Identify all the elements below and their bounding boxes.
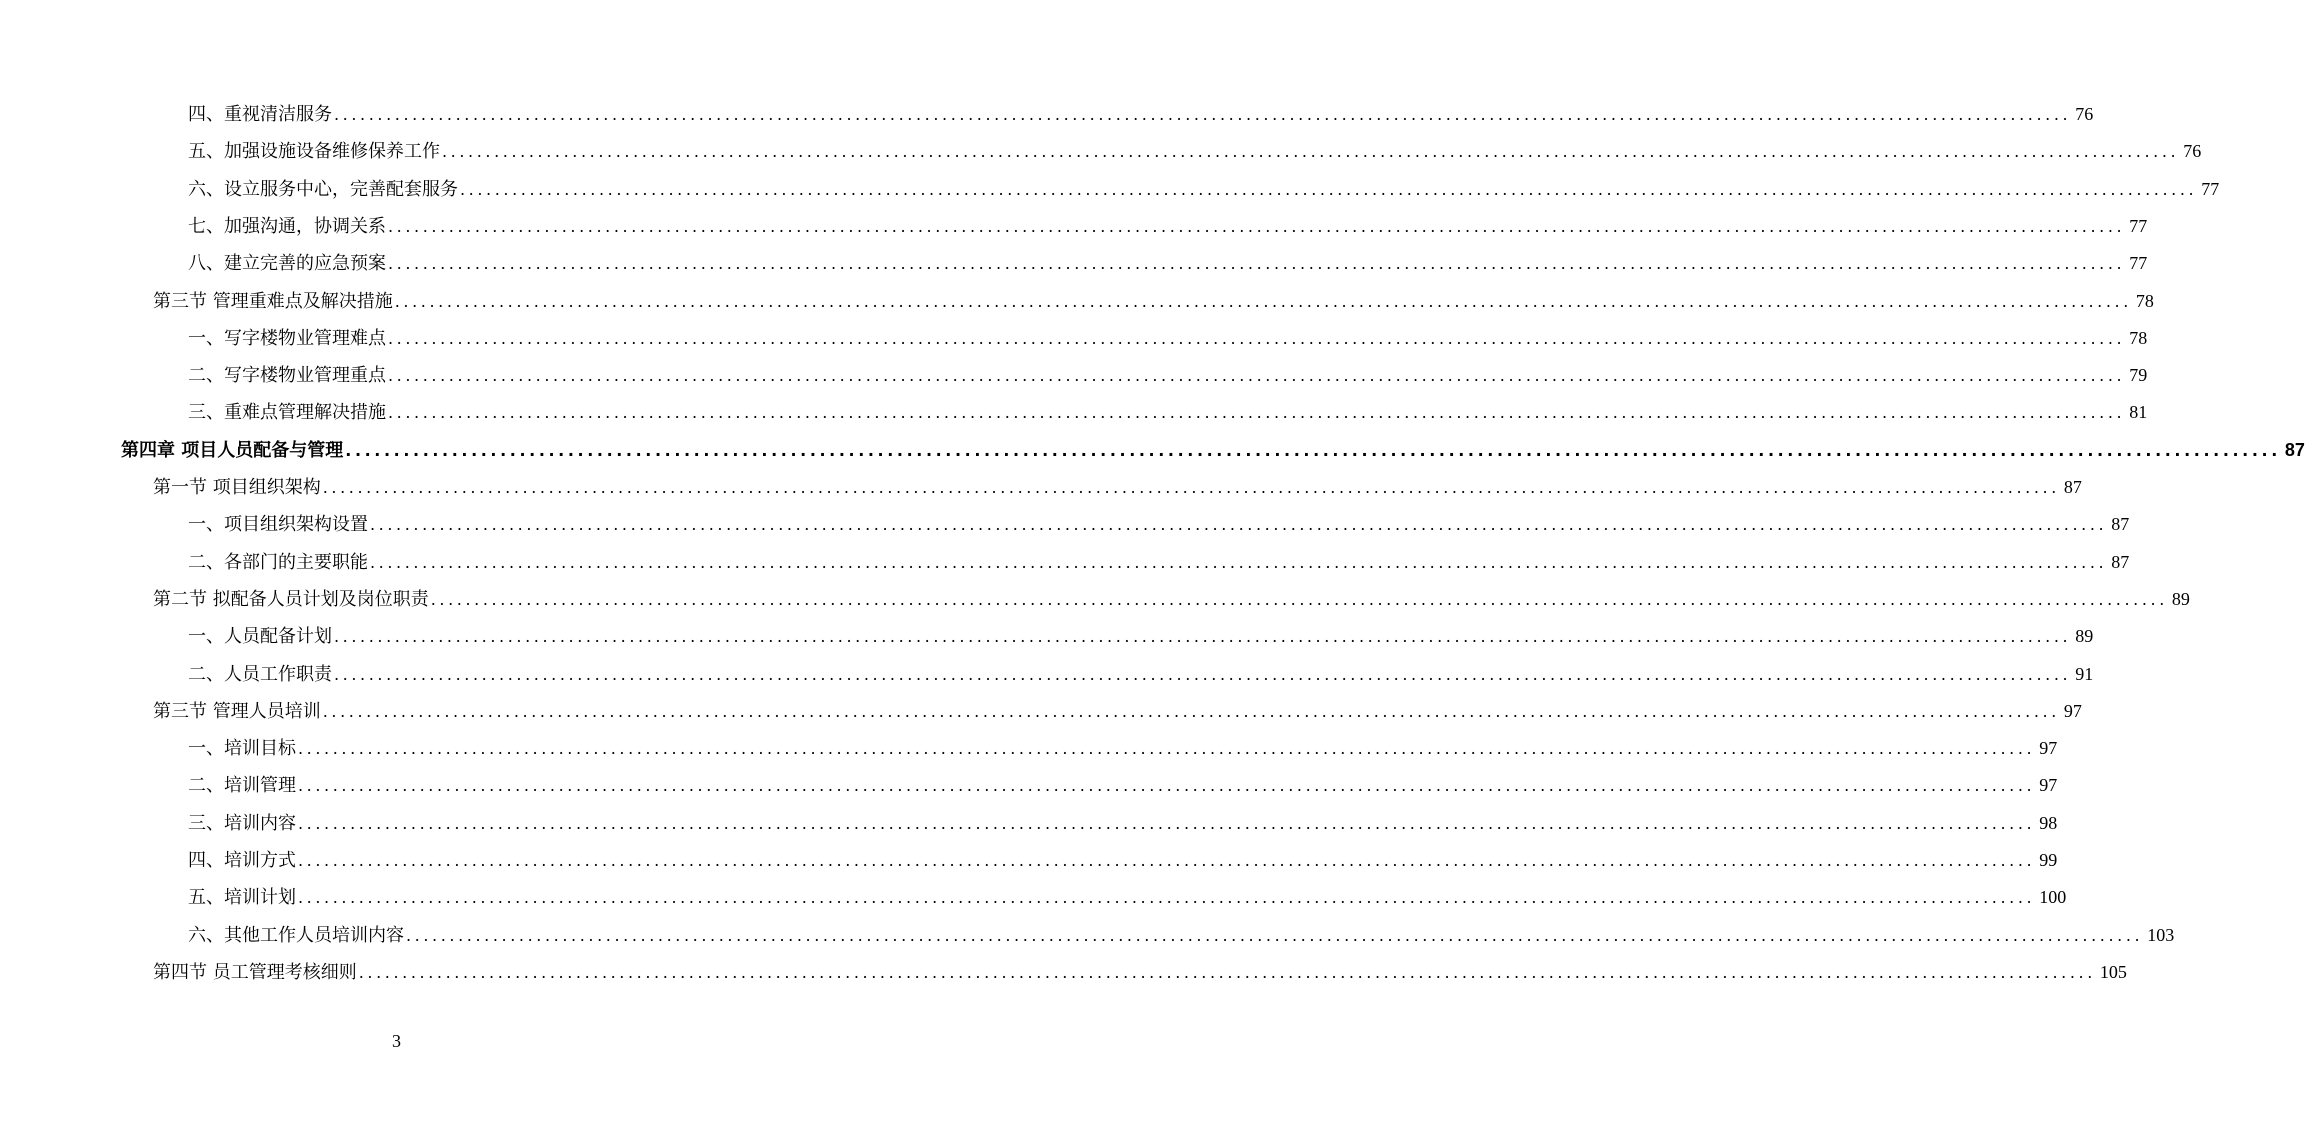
toc-entry-item[interactable] xyxy=(188,734,2058,764)
toc-dot-leader: ........................................................................................................................................................................................................ xyxy=(322,701,2060,721)
toc-entry-label: 五、加强设施设备维修保养工作 xyxy=(188,141,440,163)
toc-dot-leader: ........................................................................................................................................................................................................ xyxy=(388,216,2126,236)
toc-entry-label: 第一节 项目组织架构 xyxy=(153,477,321,498)
page-number: 3 xyxy=(392,1031,401,1051)
toc-entry-label: 四、培训方式 xyxy=(188,850,296,871)
toc-entry-label: 六、其他工作人员培训内容 xyxy=(188,924,404,946)
toc-entry-page: 79 xyxy=(2129,365,2148,386)
toc-dot-leader: ........................................................................................................................................................................................................ xyxy=(394,291,2132,311)
toc-entry-section[interactable] xyxy=(153,958,2127,988)
toc-entry-label: 三、培训内容 xyxy=(188,812,296,834)
toc-entry-label: 二、写字楼物业管理重点 xyxy=(188,365,386,387)
toc-entry-page: 89 xyxy=(2171,588,2190,609)
toc-dot-leader: ........................................................................................................................................................................................................ xyxy=(322,478,2060,497)
toc-entry-label: 一、写字楼物业管理难点 xyxy=(188,327,386,349)
toc-entry-item[interactable] xyxy=(188,510,2130,540)
toc-entry-item[interactable] xyxy=(188,660,2094,690)
toc-entry-label: 一、项目组织架构设置 xyxy=(188,514,368,536)
toc-entry-page: 76 xyxy=(2183,141,2202,162)
toc-entry-page: 97 xyxy=(2039,775,2058,796)
toc-dot-leader: ........................................................................................................................................................................................................ xyxy=(298,776,2036,796)
toc-dot-leader: ........................................................................................................................................................................................................ xyxy=(388,403,2126,423)
toc-entry-item[interactable] xyxy=(188,846,2058,876)
toc-dot-leader: ........................................................................................................................................................................................................ xyxy=(370,552,2108,572)
toc-entry-item[interactable] xyxy=(188,100,2094,130)
toc-entry-label: 二、人员工作职责 xyxy=(188,663,332,685)
toc-entry-page: 99 xyxy=(2039,850,2058,870)
toc-entry-label: 五、培训计划 xyxy=(188,887,296,909)
toc-entry-section[interactable] xyxy=(153,697,2082,727)
toc-entry-item[interactable] xyxy=(188,921,2175,951)
toc-entry-item[interactable] xyxy=(188,249,2148,279)
toc-entry-chapter[interactable] xyxy=(121,436,2305,466)
toc-entry-item[interactable] xyxy=(188,361,2148,391)
toc-entry-page: 77 xyxy=(2129,215,2148,236)
toc-entry-page: 97 xyxy=(2063,700,2082,721)
toc-entry-label: 第三节 管理重难点及解决措施 xyxy=(153,290,393,312)
toc-entry-item[interactable] xyxy=(188,622,2094,652)
toc-entry-item[interactable] xyxy=(188,398,2148,428)
toc-entry-section[interactable] xyxy=(153,473,2082,503)
toc-dot-leader: ........................................................................................................................................................................................................ xyxy=(388,254,2126,274)
toc-dot-leader: ........................................................................................................................................................................................................ xyxy=(298,888,2036,908)
toc-entry-page: 89 xyxy=(2075,626,2094,647)
toc-entry-page: 98 xyxy=(2039,812,2058,833)
toc-entry-label: 二、各部门的主要职能 xyxy=(188,551,368,573)
toc-entry-page: 81 xyxy=(2129,402,2148,423)
toc-dot-leader: ........................................................................................................................................................................................................ xyxy=(430,589,2168,609)
toc-entry-item[interactable] xyxy=(188,175,2220,205)
toc-dot-leader: ........................................................................................................................................................................................................ xyxy=(442,142,2180,162)
toc-entry-page: 105 xyxy=(2099,961,2127,982)
toc-dot-leader: ........................................................................................................................................................................................................ xyxy=(460,179,2198,199)
toc-entry-item[interactable] xyxy=(188,324,2148,354)
toc-entry-page: 100 xyxy=(2039,887,2067,908)
toc-entry-page: 87 xyxy=(2063,477,2082,497)
toc-entry-page: 78 xyxy=(2129,327,2148,348)
toc-entry-label: 三、重难点管理解决措施 xyxy=(188,402,386,424)
toc-entry-section[interactable] xyxy=(153,287,2154,317)
toc-dot-leader: ........................................................................................................................................................................................................ xyxy=(388,366,2126,386)
toc-entry-label: 六、设立服务中心，完善配套服务 xyxy=(188,178,458,200)
toc-dot-leader: ........................................................................................................................................................................................................ xyxy=(334,664,2072,684)
toc-dot-leader: ........................................................................................................................................................................................................ xyxy=(298,851,2036,870)
toc-entry-item[interactable] xyxy=(188,137,2202,167)
toc-entry-section[interactable] xyxy=(153,585,2190,615)
toc-entry-label: 第四节 员工管理考核细则 xyxy=(153,961,357,983)
toc-entry-label: 第四章 项目人员配备与管理 xyxy=(121,439,344,461)
toc-dot-leader: ........................................................................................................................................................................................................ xyxy=(358,962,2096,982)
toc-entry-item[interactable] xyxy=(188,548,2130,578)
toc-entry-page: 87 xyxy=(2284,439,2305,460)
toc-entry-item[interactable] xyxy=(188,771,2058,801)
toc-dot-leader: ........................................................................................................................................................................................................ xyxy=(298,739,2036,759)
toc-entry-item[interactable] xyxy=(188,883,2067,913)
toc-dot-leader: ........................................................................................................................................................................................................ xyxy=(406,925,2144,945)
toc-entry-label: 第三节 管理人员培训 xyxy=(153,700,321,722)
toc-entry-page: 87 xyxy=(2111,514,2130,535)
toc-entry-page: 77 xyxy=(2129,253,2148,274)
toc-dot-leader: ........................................................................................................................................................................................................ xyxy=(298,813,2036,833)
toc-entry-label: 第二节 拟配备人员计划及岗位职责 xyxy=(153,588,429,610)
toc-dot-leader: ........................................................................................................................................................................................................ xyxy=(334,105,2072,124)
toc-entry-page: 91 xyxy=(2075,663,2094,684)
toc-dot-leader: ........................................................................................................................................................................................................ xyxy=(388,328,2126,348)
toc-entry-label: 二、培训管理 xyxy=(188,775,296,797)
toc-dot-leader: ........................................................................................................................................................................................................ xyxy=(370,515,2108,535)
toc-dot-leader: ........................................................................................................................................................................................................ xyxy=(345,440,2281,460)
toc-entry-label: 一、培训目标 xyxy=(188,738,296,760)
toc-entry-page: 76 xyxy=(2075,104,2094,124)
toc-entry-label: 八、建立完善的应急预案 xyxy=(188,253,386,275)
toc-entry-label: 七、加强沟通，协调关系 xyxy=(188,215,386,237)
toc-entry-label: 四、重视清洁服务 xyxy=(188,104,332,125)
toc-dot-leader: ........................................................................................................................................................................................................ xyxy=(334,627,2072,647)
toc-entry-page: 97 xyxy=(2039,738,2058,759)
toc-entry-label: 一、人员配备计划 xyxy=(188,626,332,648)
toc-entry-page: 77 xyxy=(2201,178,2220,199)
toc-entry-page: 78 xyxy=(2135,290,2154,311)
toc-entry-item[interactable] xyxy=(188,809,2058,839)
toc-entry-page: 87 xyxy=(2111,551,2130,572)
toc-entry-item[interactable] xyxy=(188,212,2148,242)
toc-entry-page: 103 xyxy=(2147,924,2175,945)
